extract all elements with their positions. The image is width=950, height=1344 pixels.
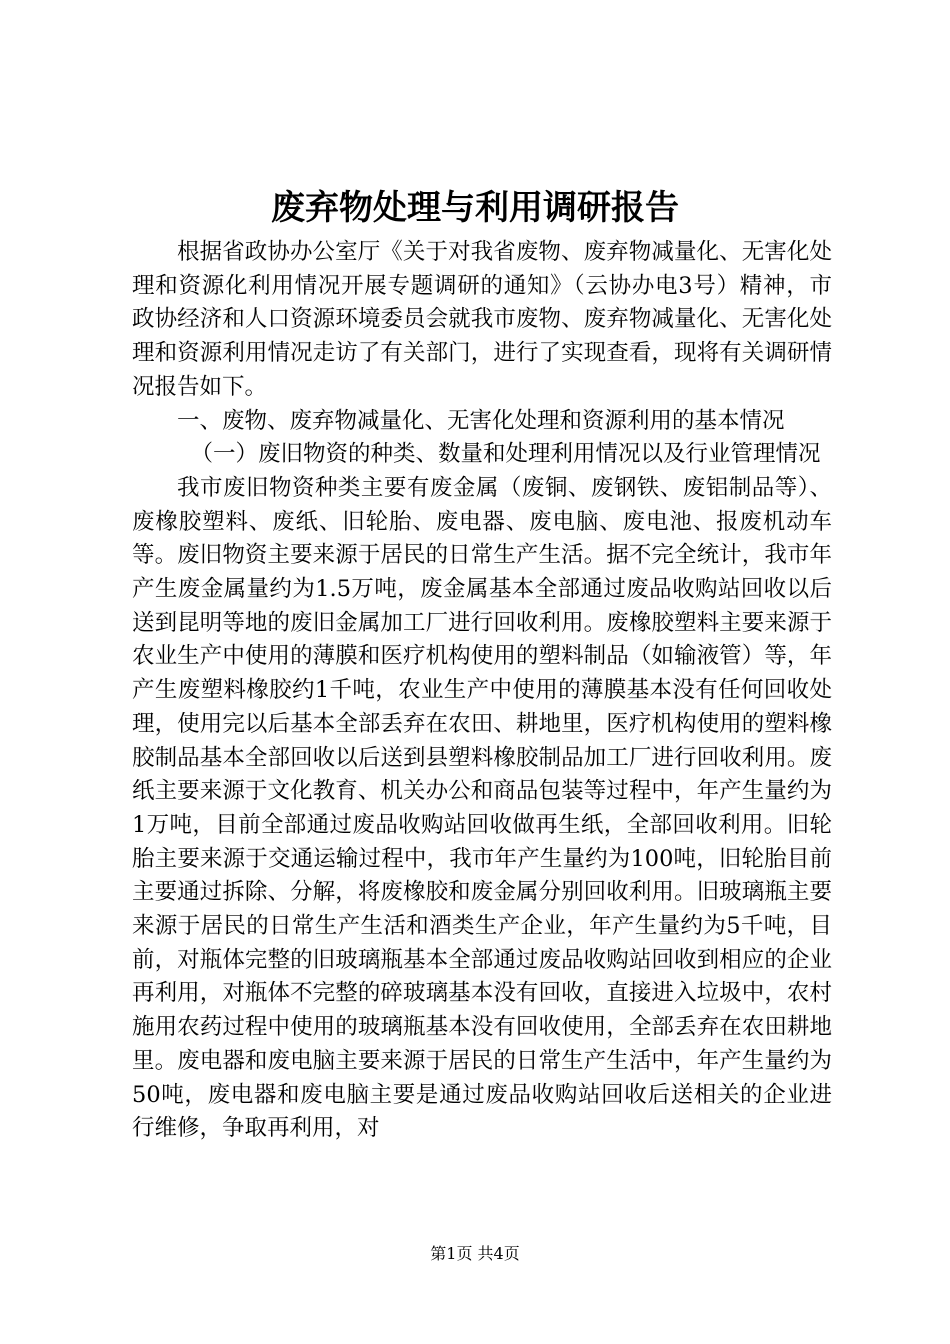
page-footer: 第1页 共4页 [430,1244,520,1263]
document-body [132,236,832,1146]
document-title: 废弃物处理与利用调研报告 [271,188,679,228]
subsection-heading-1: （一）废旧物资的种类、数量和处理利用情况以及行业管理情况 [190,441,821,468]
body-paragraph: 我市废旧物资种类主要有废金属（废铜、废钢铁、废铝制品等）、废橡胶塑料、废纸、旧轮胎、废电器、废电脑、废电池、报废机动车等。废旧物资主要来源于居民的日常生产生活。据不完全统计，我市年产生废金属量约为1.5万吨，废金属基本全部通过废品收购站回收以后送到昆明等地的废旧金属加工厂进行回收利用。废橡胶塑料主要来源于农业生产中使用的薄膜和医疗机构使用的塑料制品（如输液管）等，年产生废塑料橡胶约1千吨，农业生产中使用的薄膜基本没有任何回收处理，使用完以后基本全部丢弃在农田、耕地里，医疗机构使用的塑料橡胶制品基本全部回收以后送到县塑料橡胶制品加工厂进行回收利用。废纸主要来源于文化教育、机关办公和商品包装等过程中，年产生量约为1万吨，目前全部通过废品收购站回收做再生纸，全部回收利用。旧轮胎主要来源于交通运输过程中，我市年产生量约为100吨，旧轮胎目前主要通过拆除、分解，将废橡胶和废金属分别回收利用。旧玻璃瓶主要来源于居民的日常生产生活和酒类生产企业，年产生量约为5千吨，目前，对瓶体完整的旧玻璃瓶基本全部通过废品收购站回收到相应的企业再利用，对瓶体不完整的碎玻璃基本没有回收，直接进入垃圾中，农村施用农药过程中使用的玻璃瓶基本没有回收使用，全部丢弃在农田耕地里。废电器和废电脑主要来源于居民的日常生产生活中，年产生量约为50吨，废电器和废电脑主要是通过废品收购站回收后送相关的企业进行维修，争取再利用，对 [132,474,832,1142]
intro-paragraph: 根据省政协办公室厅《关于对我省废物、废弃物减量化、无害化处理和资源化利用情况开展专题调研的通知》（云协办电3号）精神，市政协经济和人口资源环境委员会就我市废物、废弃物减量化、无害化处理和资源利用情况走访了有关部门，进行了实现查看，现将有关调研情况报告如下。 [132,239,832,400]
section-heading-1: 一、废物、废弃物减量化、无害化处理和资源利用的基本情况 [177,407,785,434]
